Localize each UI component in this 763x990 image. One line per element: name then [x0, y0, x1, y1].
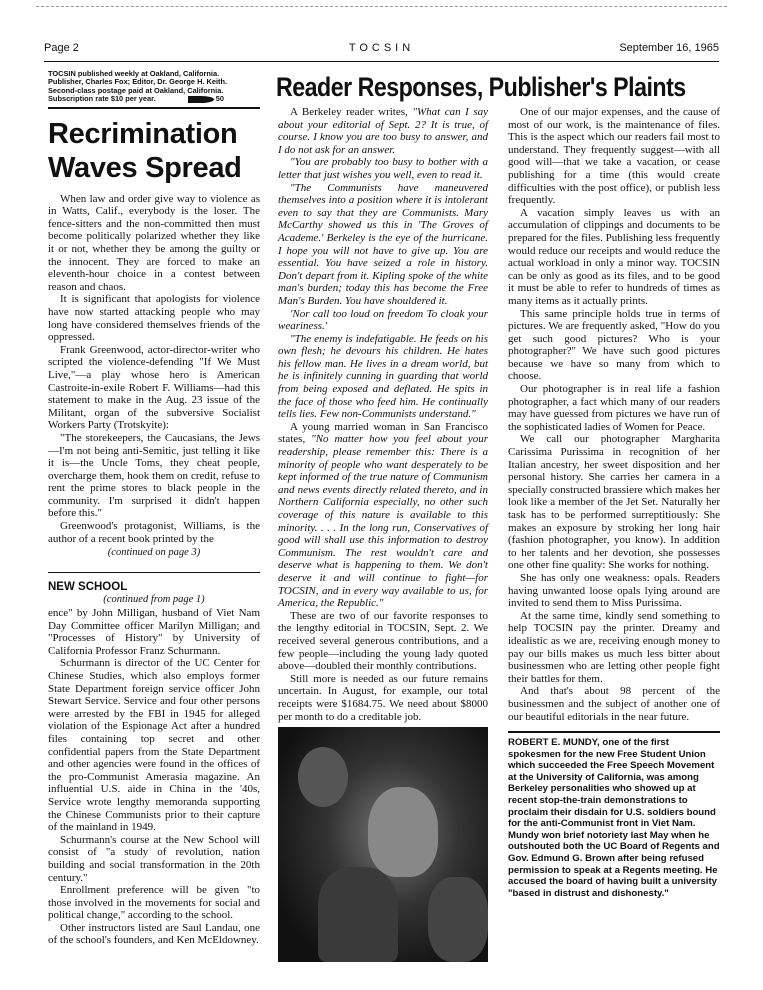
article1-paragraph: Frank Greenwood, actor-director-writer who scripted the violence-defending "If We Must Live,"—a play whose hero is American Castroite-in-exile Robert F. Williams—had this statement to make in the Aug. 23 issue of the Militant, organ of the subversive Socialist Workers Party (Trotskyite):: [48, 343, 260, 432]
article3-paragraph: Still more is needed as our future remains uncertain. In August, for example, our total receipts were $1684.75. We need about $8000 per month to do a creditable job.: [278, 672, 488, 723]
subscription-rate: Subscription rate $10 per year.: [48, 94, 156, 104]
top-dashed-line: [36, 6, 727, 7]
continued-on-note: (continued on page 3): [107, 547, 201, 559]
article1-paragraph: Greenwood's protagonist, Williams, is the author of a recent book printed by the: [48, 520, 260, 545]
issue-date: September 16, 1965: [619, 42, 719, 54]
article1-paragraph: It is significant that apologists for violence have now started attacking people who may long have considered themselves friends of the oppressed.: [48, 293, 260, 344]
paragraph-lead: A young married woman in San Francisco states,: [278, 420, 488, 446]
quoted-letter: "The Communists have maneuvered themselves into a position where it is intolerant even to say that they are Communists. Mary McCarthy showed us this in 'The Groves of Academe.' Berkeley is the eye of the hurricane. I hope you will not have to give up. You are essential. You have seized a role in history. Don't depart from it. Kipling spoke of the white man's burden; today this has become the Free Man's Burden. You have shouldered it.: [278, 181, 488, 307]
column-2: [278, 106, 488, 962]
article1-paragraph: When law and order give way to violence as in Watts, Calif., everybody is the loser. The fence-sitters and the non-committed then must become politically polarized whether they like it or not, whether they be among the guilty or the innocent. They are forced to make an eleventh-hour choice in a contest between reason and chaos.: [48, 192, 260, 293]
publisher-info-line-4: [48, 95, 260, 103]
article2-paragraph: Schurmann's course at the New School will consist of "a study of revolution, nation building and social transformation in the 20th century.": [48, 833, 260, 884]
article2-paragraph: Other instructors listed are Saul Landau, one of the school's founders, and Ken McEldowney.: [48, 921, 260, 947]
demonstration-photo: [278, 727, 488, 962]
header-rule: [44, 61, 719, 62]
quoted-letter: "You are probably too busy to bother with a letter that just wishes you well, even to read it.: [278, 156, 488, 181]
photo-shape: [428, 877, 488, 962]
article2-paragraph: ence" by John Milligan, husband of Viet Nam Day Committee officer Marilyn Milligan; and "Processes of History" by University of California Professor Franz Schurmann.: [48, 607, 260, 657]
reader-responses-headline: Reader Responses, Publisher's Plaints: [276, 72, 686, 102]
union-bug-icon: [188, 96, 214, 103]
quoted-letter: "The enemy is indefatigable. He feeds on his own flesh; he devours his children. He hates his fellow man. He lives in a dream world, but he is infinitely cunning in guarding that world from being exposed and deflated. He spits in the face of those who feed him. He continually tells lies. Few non-Communists understand.": [278, 332, 488, 421]
reader-letter-paragraph: [278, 421, 488, 610]
photo-shape: [318, 867, 398, 962]
continued-from-note: (continued from page 1): [103, 594, 205, 606]
new-school-kicker: NEW SCHOOL: [48, 580, 128, 593]
section-divider: [48, 572, 260, 573]
masthead-title: TOCSIN: [348, 42, 415, 54]
paragraph-lead: A Berkeley reader writes,: [290, 106, 413, 118]
article3-paragraph: She has only one weakness: opals. Readers having unwanted loose opals lying around are invited to send them to Miss Purissima.: [508, 571, 720, 610]
article2-paragraph: Schurmann is director of the UC Center for Chinese Studies, which also employs former State Department foreign service officer John Stewart Service. Service and four other persons were arrested by the FBI in 1945 for alleged violation of the Espionage Act after a hundred files containing top secret and other confidential papers from the State Department and other agencies were found in the offices of the pro-Communist Amerasia magazine. An influential U.S. aide in China in the '40s, Service wrote lengthy memoranda supporting the Chinese Communists prior to their capture of the mainland in 1949.: [48, 657, 260, 834]
publisher-info: [48, 70, 260, 109]
column-1: [48, 70, 260, 947]
article3-paragraph: Our photographer is in real life a fashion photographer, a fact which many of our readers may have guessed from pictures we have run of the sophisticated ladies of Women for Peace.: [508, 383, 720, 433]
page-number: Page 2: [44, 42, 79, 54]
article3-paragraph: These are two of our favorite responses to the lengthy editorial in TOCSIN, Sept. 2. We received several generous contributions, and a few people—including the young lady quoted above—doubled their monthly contributions.: [278, 609, 488, 673]
quoted-letter: "No matter how you feel about your readership, please remember this: There is a minority of people who want desperately to be kept informed of the true nature of Communism and news events directly related thereto, and in Northern California especially, no other such coverage of this nature is available to this minority. . . . In the long run, Conservatives of good will shall use this information to destroy Communism. The rest wouldn't care and deserve what is happening to them. We don't deserve it and will continue to fight—for TOCSIN, and in every way available to us, for America, the Republic.": [278, 433, 488, 610]
union-bug-number: 50: [215, 94, 224, 104]
quoted-letter: "What can I say about your editorial of Sept. 2? It is true, of course. I know you are too busy to answer, and I do not ask for an answer.: [278, 106, 489, 156]
article3-paragraph: One of our major expenses, and the cause of most of our work, is the maintenance of files. This is the aspect which our readers fail most to understand. They frequently suggest—with all good will—that we take a vacation, or cease publishing for a time (this would create difficulties with the post office), or publish less frequently.: [508, 106, 720, 207]
photo-shape: [368, 787, 438, 877]
photo-caption: ROBERT E. MUNDY, one of the first spokesmen for the new Free Student Union which succeeded the Free Speech Movement at the University of California, was among Berkeley personalities who showed up at recent stop-the-train demonstrations to proclaim their disdain for U.S. soldiers bound for the anti-Communist front in Viet Nam. Mundy won brief notoriety last May when he outshouted both the UC Board of Regents and Gov. Edmund G. Brown after being refused permission to speak at a Regents meeting. He accused the board of having built a university "based in distrust and dishonesty.": [508, 731, 720, 899]
column-3: [508, 106, 720, 899]
article3-paragraph: A vacation simply leaves us with an accumulation of clippings and documents to be prepared for the files. Publishing less frequently would reduce our receipts and would reduce the actual workload in only a minor way. TOCSIN can be only as good as its files, and to be good it must be able to refer to hundreds of times as many items as it actually prints.: [508, 206, 720, 307]
article3-paragraph: We call our photographer Margharita Carissima Purissima in recognition of her Italian ancestry, her sweet disposition and her personal history. She carries her camera in a specially constructed brassiere which makes her look like a member of the Jet Set. Naturally her task has to be performed surreptitiously: She makes an exposure by stroking her long hair (fashion photographer, you know). In addition to her talents and her devotion, she possesses one other fine quality: She works for nothing.: [508, 433, 720, 572]
reader-letter-paragraph: [278, 106, 488, 156]
publisher-info-line-1: TOCSIN published weekly at Oakland, California.: [48, 69, 220, 78]
article3-paragraph: At the same time, kindly send something to help TOCSIN pay the printer. Dreamy and idealistic as we are, receiving enough money to pay our bills makes us much less bitter about businessmen who are letting other people fight their battles for them.: [508, 609, 720, 685]
article2-paragraph: Enrollment preference will be given "to those involved in the movements for social and political change," according to the school.: [48, 884, 260, 922]
recrimination-title: Recrimination Waves Spread: [48, 117, 242, 184]
publisher-info-line-3: Second-class postage paid at Oakland, California.: [48, 85, 224, 95]
article3-paragraph: And that's about 98 percent of the businessmen and the subject of another one of our beautiful editorials in the near future.: [508, 685, 720, 723]
publisher-info-line-2: Publisher, Charles Fox; Editor, Dr. George H. Keith.: [48, 77, 228, 87]
article3-paragraph: This same principle holds true in terms of pictures. We are frequently asked, "How do you get such good pictures? Who is your photographer?" We have such good pictures because we have so many from which to choose.: [508, 307, 720, 383]
page-header: [44, 42, 719, 58]
article1-paragraph: "The storekeepers, the Caucasians, the Jews—I'm not being anti-Semitic, just telling it like it is—the Uncle Toms, they cheat people, overcharge them, hook them on credit, refuse to rent the prime stores to black people in the community. I'm surprised it didn't happen before this.": [48, 431, 260, 520]
photo-shape: [298, 747, 348, 807]
quoted-poem: 'Nor call too loud on freedom To cloak your weariness.': [278, 307, 488, 333]
